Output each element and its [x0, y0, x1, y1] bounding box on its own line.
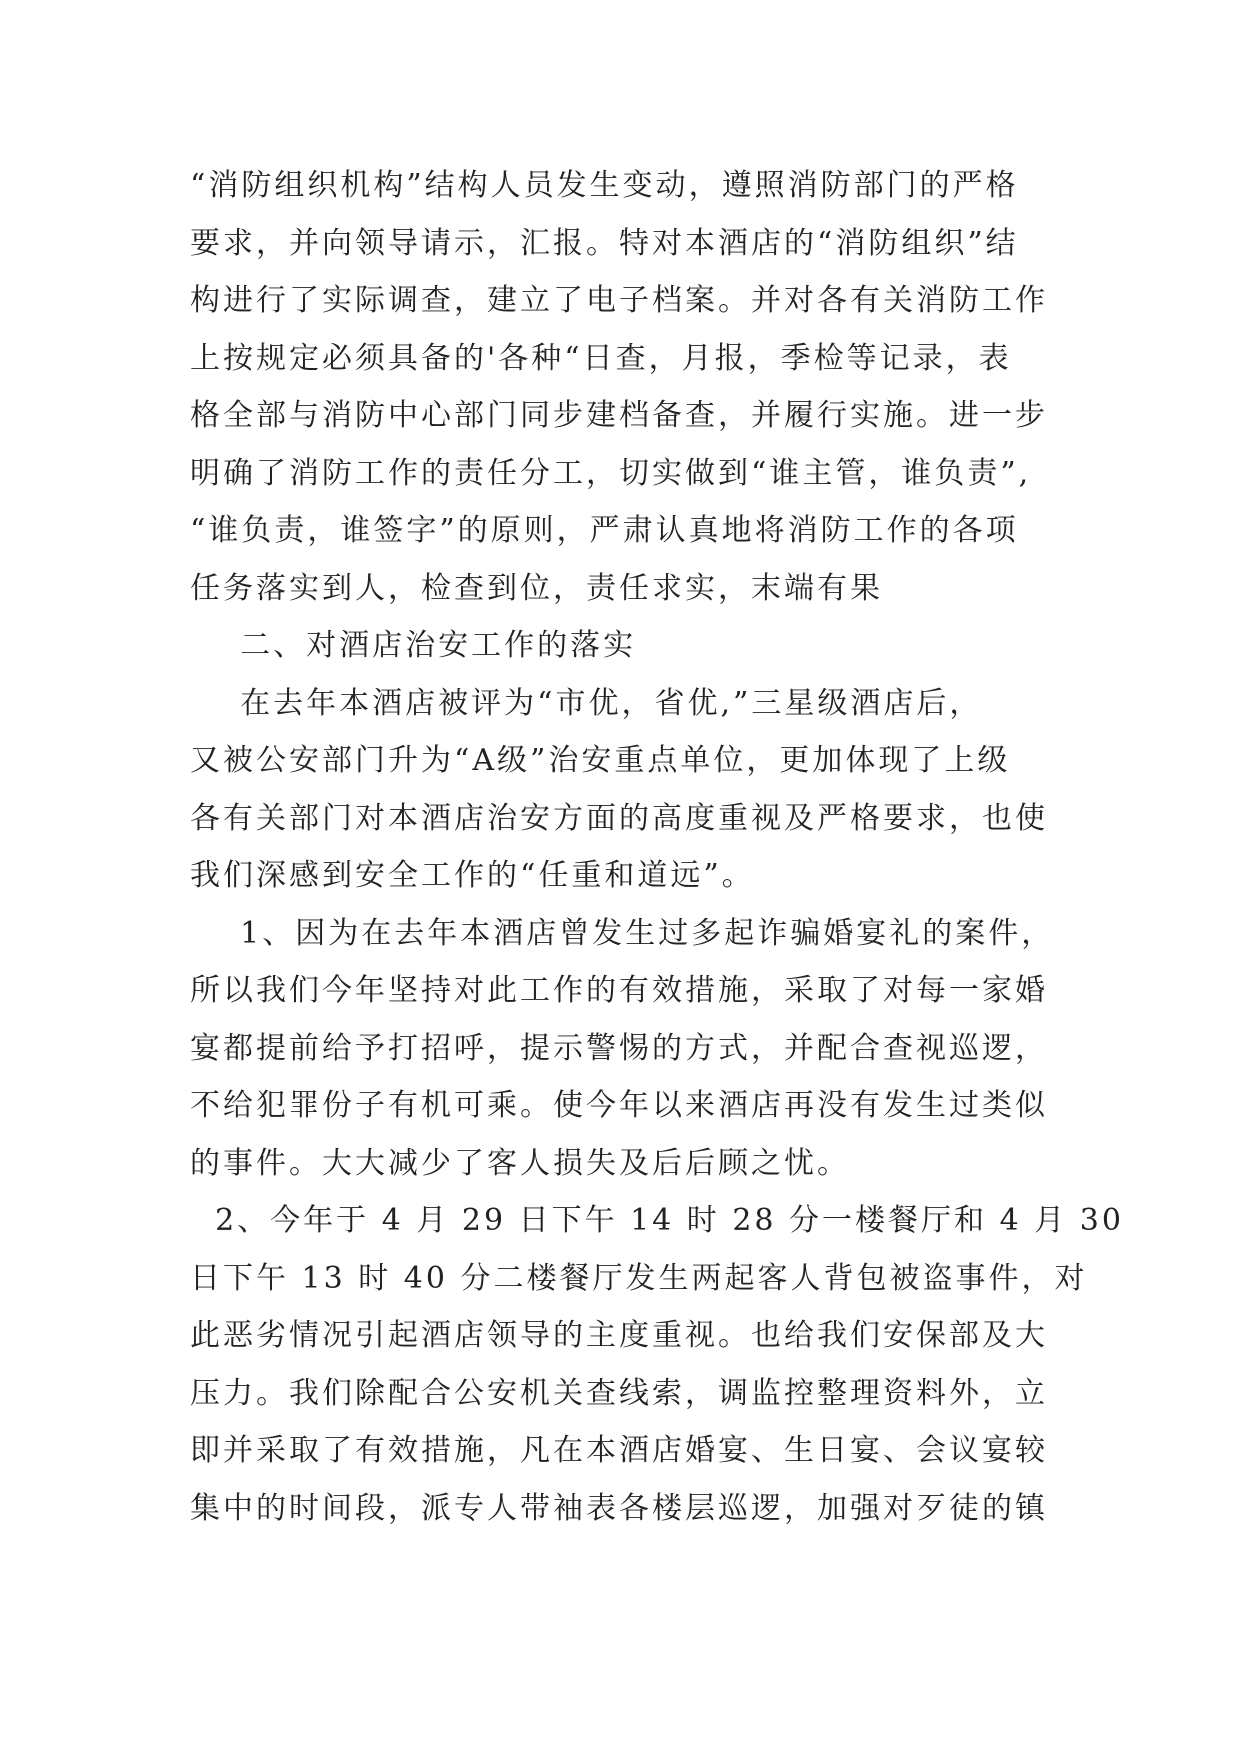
text-line: 压力。我们除配合公安机关查线索，调监控整理资料外，立 — [190, 1375, 1048, 1411]
text-line: 又被公安部门升为“A级”治安重点单位，更加体现了上级 — [190, 743, 1011, 778]
text-line: 所以我们今年坚持对此工作的有效措施，采取了对每一家婚 — [190, 973, 1048, 1008]
body-text — [190, 157, 1124, 1537]
text-line: 构进行了实际调查，建立了电子档案。并对各有关消防工作 — [190, 283, 1048, 318]
text-line: 格全部与消防中心部门同步建档备查，并履行实施。进一步 — [190, 398, 1048, 433]
text-line: 各有关部门对本酒店治安方面的高度重视及严格要求，也使 — [190, 800, 1048, 836]
text-line: 即并采取了有效措施，凡在本酒店婚宴、生日宴、会议宴较 — [190, 1433, 1048, 1468]
text-line: 此恶劣情况引起酒店领导的主度重视。也给我们安保部及大 — [190, 1318, 1048, 1353]
section-heading: 二、对酒店治安工作的落实 — [190, 628, 637, 663]
text-line: 2、今年于 4 月 29 日下午 14 时 28 分一楼餐厅和 4 月 30 — [190, 1203, 1124, 1238]
text-line: 在去年本酒店被评为“市优，省优,”三星级酒店后， — [190, 685, 983, 721]
text-line: 不给犯罪份子有机可乘。使今年以来酒店再没有发生过类似 — [190, 1088, 1048, 1123]
text-line: 1、因为在去年本酒店曾发生过多起诈骗婚宴礼的案件， — [190, 915, 1055, 951]
text-line: 我们深感到安全工作的“任重和道远”。 — [190, 858, 755, 893]
text-line: “消防组织机构”结构人员发生变动，遵照消防部门的严格 — [190, 168, 1019, 203]
text-line: 上按规定必须具备的'各种“日查，月报，季检等记录，表 — [190, 340, 1012, 376]
text-line: 要求，并向领导请示，汇报。特对本酒店的“消防组织”结 — [190, 225, 1019, 261]
text-line: 明确了消防工作的责任分工，切实做到“谁主管，谁负责”, — [190, 455, 1032, 491]
text-line: “谁负责，谁签字”的原则，严肃认真地将消防工作的各项 — [190, 513, 1019, 548]
text-line: 的事件。大大减少了客人损失及后后顾之忧。 — [190, 1145, 850, 1181]
text-line: 集中的时间段，派专人带袖表各楼层巡逻，加强对歹徒的镇 — [190, 1490, 1048, 1526]
text-line: 任务落实到人，检查到位，责任求实，末端有果 — [190, 570, 883, 606]
text-line: 宴都提前给予打招呼，提示警惕的方式，并配合查视巡逻， — [190, 1030, 1048, 1066]
text-line: 日下午 13 时 40 分二楼餐厅发生两起客人背包被盗事件，对 — [190, 1260, 1088, 1296]
